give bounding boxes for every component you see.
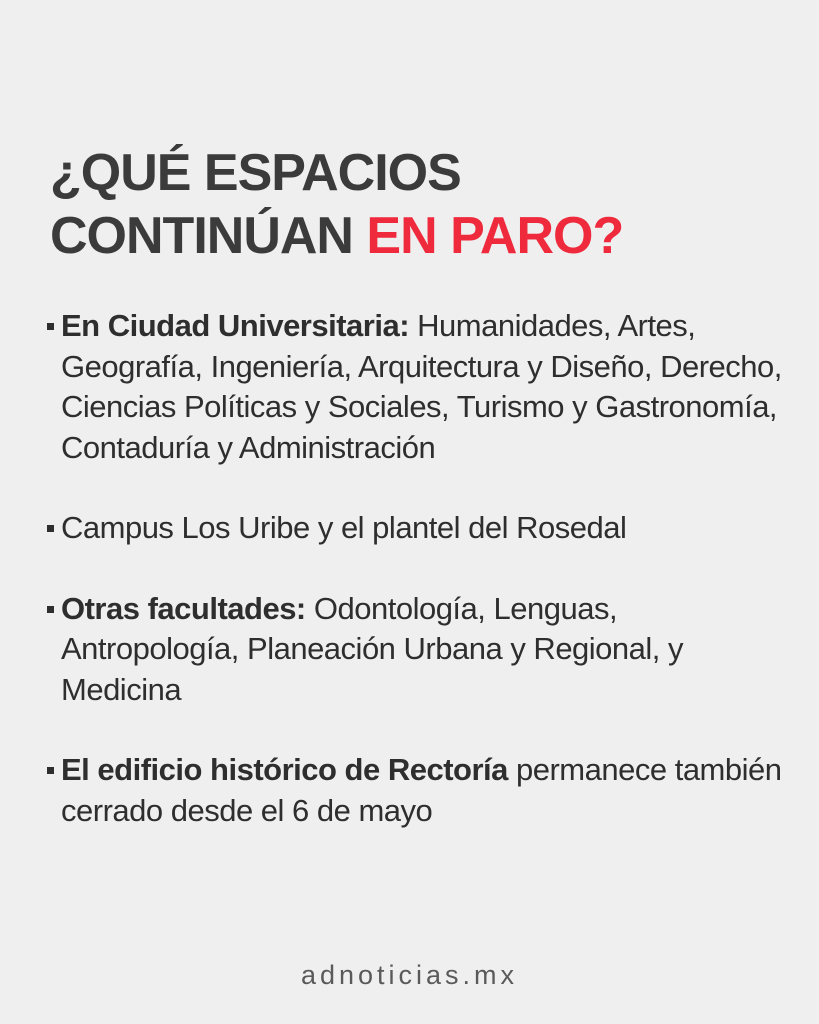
headline-line-1: ¿QUÉ ESPACIOS	[50, 144, 461, 202]
list-item-lead: Otras facultades:	[61, 590, 306, 626]
square-bullet-icon	[47, 767, 54, 774]
headline-line-2	[50, 205, 770, 268]
list-item-text: Humanidades, Artes, Geografía, Ingeniería, Arquitectura y Diseño, Derecho, Ciencias Políticas y Sociales, Turismo y Gastronomía, Contaduría y Administración	[61, 308, 782, 465]
footer-site-name: adnoticias.mx	[300, 960, 519, 990]
list-item-otras-facultades	[47, 589, 787, 711]
list-item-ciudad-universitaria	[47, 306, 787, 468]
list-item-text: Odontología, Lenguas, Antropología, Planeación Urbana y Regional, y Medicina	[61, 590, 684, 707]
list-item-text: permanece también cerrado desde el 6 de mayo	[61, 752, 782, 828]
headline-accent: EN PARO?	[366, 207, 624, 265]
closed-spaces-list	[47, 306, 787, 871]
headline	[50, 142, 770, 268]
square-bullet-icon	[47, 323, 54, 330]
list-item-lead: El edificio histórico de Rectoría	[61, 752, 508, 787]
list-item-text: Campus Los Uribe y el plantel del Rosedal	[61, 510, 627, 545]
list-item-lead: En Ciudad Universitaria:	[61, 308, 410, 343]
headline-line-2-main: CONTINÚAN	[50, 207, 367, 265]
list-item-campus	[47, 508, 787, 549]
square-bullet-icon	[47, 525, 54, 532]
square-bullet-icon	[47, 606, 54, 613]
list-item-rectoria	[47, 750, 787, 831]
